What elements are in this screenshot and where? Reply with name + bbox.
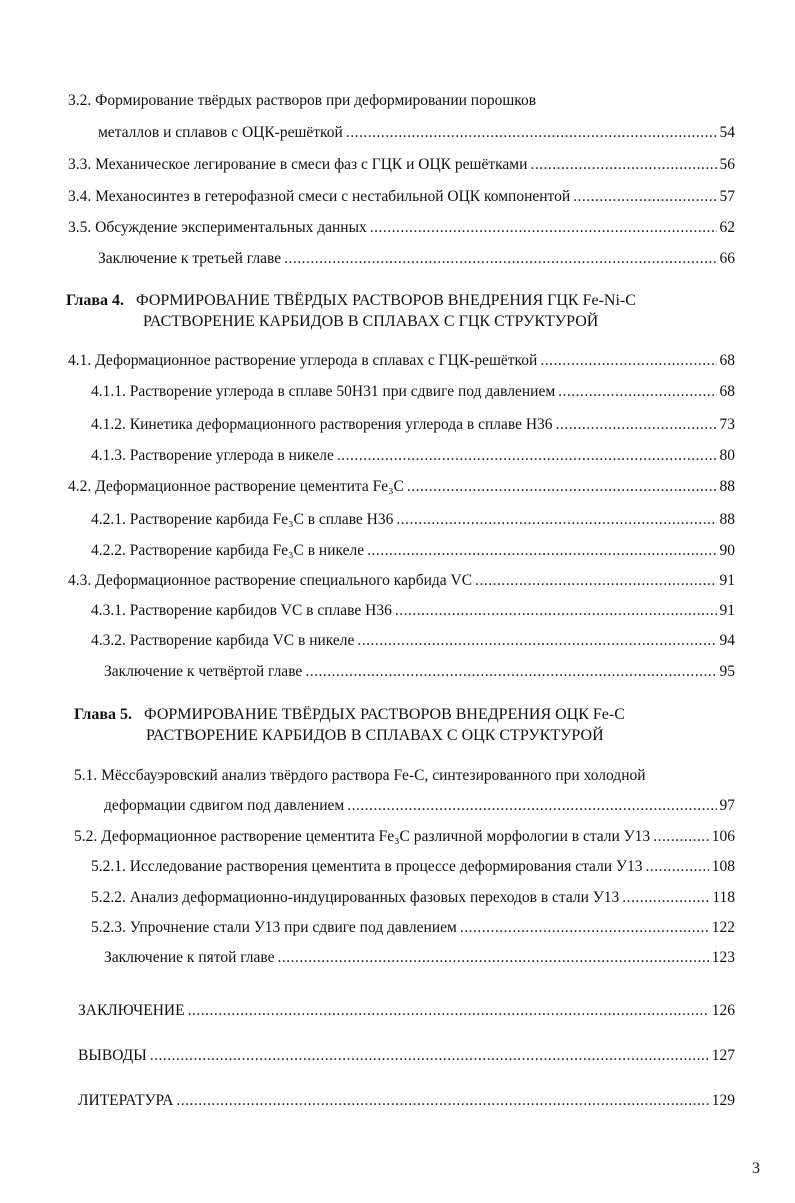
leader-dots: [305, 661, 716, 683]
toc-entry-3-4[interactable]: 3.4. Механосинтез в гетерофазной смеси с нестабильной ОЦК компонентой ..... 57: [68, 186, 735, 208]
chapter-5-title-line2: РАСТВОРЕНИЕ КАРБИДОВ В СПЛАВАХ С ОЦК СТРУКТУРОЙ: [146, 727, 604, 744]
chapter-5-title-line1: ФОРМИРОВАНИЕ ТВЁРДЫХ РАСТВОРОВ ВНЕДРЕНИЯ ОЦК Fe-C: [144, 706, 625, 723]
toc-entry-5-2-3[interactable]: 5.2.3. Упрочнение стали У13 при сдвиге под давлением ..... 122: [91, 917, 735, 939]
leader-dots: [395, 600, 717, 622]
toc-entry-3-5[interactable]: 3.5. Обсуждение экспериментальных данных ..... 62: [68, 217, 735, 239]
toc-entry-4-2[interactable]: 4.2. Деформационное растворение цементита Fe₃C ..... 88: [68, 476, 735, 498]
leader-dots: [278, 947, 709, 969]
toc-entry-conclusion-3[interactable]: Заключение к третьей главе ..... 66: [98, 248, 735, 270]
leader-dots: [346, 122, 717, 144]
toc-entry-4-1-2[interactable]: 4.1.2. Кинетика деформационного растворения углерода в сплаве Н36 ..... 73: [91, 414, 735, 436]
toc-entry-4-3[interactable]: 4.3. Деформационное растворение специального карбида VC ..... 91: [68, 570, 735, 592]
leader-dots: [188, 1000, 709, 1022]
toc-entry-4-1-3[interactable]: 4.1.3. Растворение углерода в никеле ..... 80: [91, 445, 735, 467]
toc-entry-conclusion-4[interactable]: Заключение к четвёртой главе ..... 95: [104, 661, 735, 683]
chapter-4-title-line1: ФОРМИРОВАНИЕ ТВЁРДЫХ РАСТВОРОВ ВНЕДРЕНИЯ ГЦК Fe-Ni-C: [136, 292, 636, 309]
leader-dots: [622, 887, 709, 909]
toc-entry-5-2[interactable]: 5.2. Деформационное растворение цементита Fe₃C различной морфологии в стали У13 ..... 106: [74, 826, 735, 848]
toc-entry-5-1: 5.1. Мёссбауэровский анализ твёрдого раствора Fe-C, синтезированного при холодной: [74, 767, 646, 784]
toc-entry-5-2-1[interactable]: 5.2.1. Исследование растворения цементита в процессе деформирования стали У13 ..... 108: [91, 856, 735, 878]
leader-dots: [460, 917, 709, 939]
leader-dots: [653, 826, 709, 848]
leader-dots: [407, 476, 717, 498]
leader-dots: [396, 509, 716, 531]
toc-entry-4-3-2[interactable]: 4.3.2. Растворение карбида VC в никеле ..... 94: [91, 630, 735, 652]
leader-dots: [357, 630, 716, 652]
leader-dots: [367, 540, 716, 562]
toc-entry-3-3[interactable]: 3.3. Механическое легирование в смеси фаз с ГЦК и ОЦК решётками ..... 56: [68, 154, 735, 176]
leader-dots: [347, 795, 716, 817]
toc-entry-3-2-cont[interactable]: металлов и сплавов с ОЦК-решёткой ..... 54: [98, 122, 735, 144]
toc-entry-conclusion-5[interactable]: Заключение к пятой главе ..... 123: [104, 947, 735, 969]
leader-dots: [530, 154, 716, 176]
toc-entry-findings[interactable]: ВЫВОДЫ ..... 127: [78, 1045, 735, 1067]
leader-dots: [540, 350, 716, 372]
leader-dots: [558, 381, 716, 403]
leader-dots: [150, 1045, 709, 1067]
leader-dots: [475, 570, 716, 592]
toc-entry-4-2-2[interactable]: 4.2.2. Растворение карбида Fe₃C в никеле ..... 90: [91, 540, 735, 562]
toc-entry-5-1-cont[interactable]: деформации сдвигом под давлением ..... 97: [104, 795, 735, 817]
chapter-4-label: Глава 4.: [66, 292, 124, 309]
chapter-5-label: Глава 5.: [74, 706, 132, 723]
leader-dots: [176, 1090, 708, 1112]
toc-entry-literature[interactable]: ЛИТЕРАТУРА ..... 129: [78, 1090, 735, 1112]
leader-dots: [556, 414, 717, 436]
toc-entry-4-1[interactable]: 4.1. Деформационное растворение углерода в сплавах с ГЦК-решёткой ..... 68: [68, 350, 735, 372]
toc-entry-4-3-1[interactable]: 4.3.1. Растворение карбидов VC в сплаве Н36 ..... 91: [91, 600, 735, 622]
chapter-4-title-line2: РАСТВОРЕНИЕ КАРБИДОВ В СПЛАВАХ С ГЦК СТРУКТУРОЙ: [143, 313, 599, 330]
leader-dots: [645, 856, 708, 878]
page-number: 3: [752, 1160, 760, 1177]
chapter-4-heading[interactable]: [66, 290, 636, 311]
toc-entry-conclusion[interactable]: ЗАКЛЮЧЕНИЕ ..... 126: [78, 1000, 735, 1022]
toc-entry-3-2: 3.2. Формирование твёрдых растворов при деформировании порошков: [68, 92, 537, 109]
toc-entry-4-1-1[interactable]: 4.1.1. Растворение углерода в сплаве 50Н31 при сдвиге под давлением ..... 68: [91, 381, 735, 403]
leader-dots: [573, 186, 716, 208]
leader-dots: [337, 445, 717, 467]
toc-entry-4-2-1[interactable]: 4.2.1. Растворение карбида Fe₃C в сплаве Н36 ..... 88: [91, 509, 735, 531]
leader-dots: [284, 248, 716, 270]
chapter-5-heading[interactable]: [74, 704, 625, 725]
leader-dots: [370, 217, 717, 239]
toc-entry-5-2-2[interactable]: 5.2.2. Анализ деформационно-индуцированных фазовых переходов в стали У13 ..... 118: [91, 887, 735, 909]
